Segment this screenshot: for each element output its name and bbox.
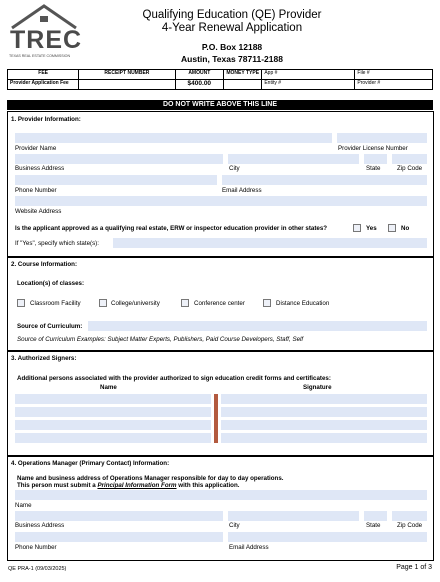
form-title-line2: 4-Year Renewal Application xyxy=(161,22,303,34)
operations-manager-desc1: Name and business address of Operations Manager responsible for day to day operations. xyxy=(17,475,284,482)
manager-city-field[interactable] xyxy=(228,511,359,521)
phone-label: Phone Number xyxy=(15,187,57,194)
college-university-label: College/university xyxy=(111,300,160,307)
yes-label: Yes xyxy=(366,225,377,232)
section4-title: 4. Operations Manager (Primary Contact) Information: xyxy=(11,460,170,467)
amount-value: $400.00 xyxy=(175,80,224,90)
address-line2: Austin, Texas 78711-2188 xyxy=(181,54,283,64)
city-field[interactable] xyxy=(228,154,359,164)
signers-description: Additional persons associated with the provider authorized to sign education credit forms and certificates: xyxy=(17,375,331,382)
section3-title: 3. Authorized Signers: xyxy=(11,355,77,362)
conference-center-label: Conference center xyxy=(194,300,245,307)
source-curriculum-examples: Source of Curriculum Examples: Subject Matter Experts, Publishers, Paid Course Developers, Staff, Self xyxy=(17,336,304,343)
amount-header: AMOUNT xyxy=(175,70,224,80)
section2-title: 2. Course Information: xyxy=(11,261,78,268)
manager-name-label: Name xyxy=(15,502,32,509)
classroom-facility-label: Classroom Facility xyxy=(30,300,81,307)
signer-signature-field-4[interactable] xyxy=(221,433,427,443)
signer-signature-field-3[interactable] xyxy=(221,420,427,430)
provider-number-cell: Provider # xyxy=(355,80,433,90)
if-yes-label: If "Yes", specify which state(s): xyxy=(15,240,99,247)
zip-field[interactable] xyxy=(392,154,427,164)
provider-name-label: Provider Name xyxy=(15,145,57,152)
no-label: No xyxy=(401,225,410,232)
locations-label: Location(s) of classes: xyxy=(17,280,85,287)
manager-business-address-field[interactable] xyxy=(15,511,223,521)
manager-phone-label: Phone Number xyxy=(15,544,57,551)
source-curriculum-label: Source of Curriculum: xyxy=(17,323,83,330)
distance-education-checkbox[interactable] xyxy=(263,299,271,307)
trec-logo xyxy=(8,2,83,62)
manager-name-field[interactable] xyxy=(15,490,427,500)
receipt-cell xyxy=(79,80,175,90)
signer-name-field-4[interactable] xyxy=(15,433,211,443)
signer-name-field-1[interactable] xyxy=(15,394,211,404)
other-states-question: Is the applicant approved as a qualifying real estate, ERW or inspector education provider in other states? xyxy=(15,225,328,232)
address-line1: P.O. Box 12188 xyxy=(201,42,263,52)
phone-field[interactable] xyxy=(15,175,217,185)
form-title-line1: Qualifying Education (QE) Provider xyxy=(142,9,322,21)
manager-business-address-label: Business Address xyxy=(15,522,65,529)
business-address-label: Business Address xyxy=(15,165,65,172)
other-states-no-checkbox[interactable] xyxy=(388,224,396,232)
email-field[interactable] xyxy=(222,175,427,185)
distance-education-label: Distance Education xyxy=(276,300,330,307)
manager-city-label: City xyxy=(229,522,240,529)
conference-center-checkbox[interactable] xyxy=(181,299,189,307)
classroom-facility-checkbox[interactable] xyxy=(17,299,25,307)
operations-manager-desc2 xyxy=(17,482,239,489)
app-number-cell: App # xyxy=(262,70,355,80)
section1-title: 1. Provider Information: xyxy=(11,116,81,123)
fee-row-label: Provider Application Fee xyxy=(8,80,79,90)
signature-divider-bar xyxy=(214,394,218,443)
manager-state-field[interactable] xyxy=(364,511,387,521)
zip-label: Zip Code xyxy=(397,165,423,172)
signer-signature-field-2[interactable] xyxy=(221,407,427,417)
fee-header: FEE xyxy=(8,70,79,80)
money-type-cell xyxy=(224,80,262,90)
business-address-field[interactable] xyxy=(15,154,223,164)
section-operations-manager xyxy=(7,455,434,561)
manager-state-label: State xyxy=(366,522,381,529)
manager-phone-field[interactable] xyxy=(15,532,223,542)
signer-name-field-3[interactable] xyxy=(15,420,211,430)
other-states-yes-checkbox[interactable] xyxy=(353,224,361,232)
page-number: Page 1 of 3 xyxy=(396,564,432,571)
state-label: State xyxy=(366,165,381,172)
manager-zip-label: Zip Code xyxy=(397,522,423,529)
entity-number-cell: Entity # xyxy=(262,80,355,90)
form-id: QE PRA-1 (09/03/2025) xyxy=(8,566,67,572)
provider-license-field[interactable] xyxy=(337,133,427,143)
college-university-checkbox[interactable] xyxy=(99,299,107,307)
signer-signature-header: Signature xyxy=(303,384,332,391)
do-not-write-banner: DO NOT WRITE ABOVE THIS LINE xyxy=(7,100,433,110)
office-use-table xyxy=(7,69,433,90)
source-curriculum-field[interactable] xyxy=(88,321,427,331)
other-states-field[interactable] xyxy=(113,238,427,248)
state-field[interactable] xyxy=(364,154,387,164)
logo-text: TREC xyxy=(10,26,83,54)
city-label: City xyxy=(229,165,240,172)
provider-name-field[interactable] xyxy=(15,133,332,143)
signer-name-header: Name xyxy=(100,384,117,391)
manager-zip-field[interactable] xyxy=(392,511,427,521)
receipt-header: RECEIPT NUMBER xyxy=(79,70,175,80)
website-field[interactable] xyxy=(15,196,427,206)
desc2-suffix: with this application. xyxy=(176,482,240,489)
file-number-cell: File # xyxy=(355,70,433,80)
manager-email-field[interactable] xyxy=(228,532,427,542)
website-label: Website Address xyxy=(15,208,62,215)
logo-subtext: TEXAS REAL ESTATE COMMISSION xyxy=(9,54,71,58)
desc2-prefix: This person must submit a xyxy=(17,482,98,489)
email-label: Email Address xyxy=(222,187,262,194)
money-type-header: MONEY TYPE xyxy=(224,70,262,80)
principal-information-form-link[interactable]: Principal Information Form xyxy=(97,482,177,489)
signer-name-field-2[interactable] xyxy=(15,407,211,417)
provider-license-label: Provider License Number xyxy=(338,145,408,152)
signer-signature-field-1[interactable] xyxy=(221,394,427,404)
manager-email-label: Email Address xyxy=(229,544,269,551)
